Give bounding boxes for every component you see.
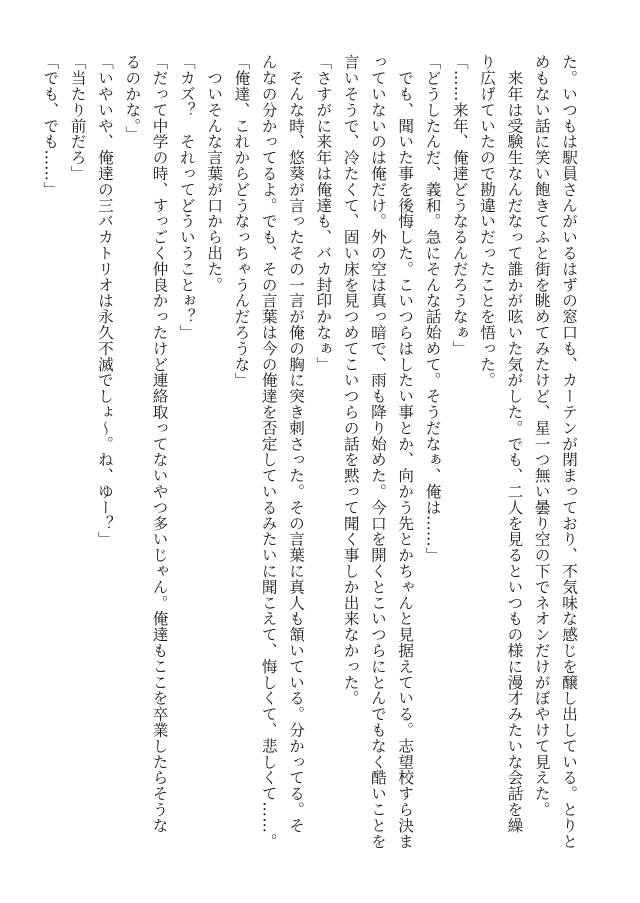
text-line: 「でも、でも……」 [41, 54, 60, 198]
text-line: り広げていたので勘違いだったことを悟った。 [478, 54, 497, 388]
text-line: めもない話に笑い飽きてふと街を眺めてみたけど、星一つ無い曇り空の下でネオンだけがぼやけて見えた。 [532, 54, 551, 818]
text-line: 「カズ？ それってどういうことぉ？」 [177, 54, 196, 341]
text-line: 「……来年、俺達どうなるんだろうなぁ」 [450, 54, 469, 357]
text-line: でも、聞いた事を後悔した。こいつらはしたい事とか、向かう先とかちゃんと見据えている。志望校すら決ま [396, 54, 415, 849]
text-line: 「当たり前だろ」 [68, 54, 87, 182]
text-line: 「いやいや、俺達の三バカトリオは永久不滅でしょ〜。ね、ゆー？」 [95, 54, 114, 547]
text-line: た。いつもは駅員さんがいるはずの窓口も、カーテンが閉まっており、不気味な感じを醸し出している。とりと [560, 54, 578, 849]
vertical-text-body [36, 54, 582, 854]
text-line: るのかな。」 [123, 54, 142, 142]
text-line: 「だって中学の時、すっごく仲良かったけど連絡取ってないやつ多いじゃん。俺達もここを卒業したらそうな [150, 54, 169, 834]
text-line: 来年は受験生なんだなって誰かが呟いた気がした。でも、二人を見るといつもの様に漫才みたいな会話を繰 [505, 54, 524, 834]
text-line: 言いそうで、冷たくて、固い床を見つめてこいつらの話を黙って聞く事しか出来なかった。 [341, 54, 360, 706]
text-line: ついそんな言葉が口から出た。 [205, 54, 224, 293]
text-line: 「俺達、これからどうなっちゃうんだろうな」 [232, 54, 251, 388]
text-line: そんな時、悠葵が言ったその一言が俺の胸に突き刺さった。その言葉に真人も頷いている。分かってる。そ [287, 54, 306, 834]
text-line: 「どうしたんだ、義和。急にそんな話始めて。そうだなぁ、俺は……」 [423, 54, 442, 563]
text-line: 「さすがに来年は俺達も、バカ封印かなぁ」 [314, 54, 333, 372]
text-line: んなの分かってるよ。でも、その言葉は今の俺達を否定しているみたいに聞こえて、悔しくて、悲しくて……。 [259, 54, 278, 849]
text-line: っていないのは俺だけ。外の空は真っ暗で、雨も降り始めた。今口を開くとこいつらにとんでもなく酷いことを [368, 54, 387, 849]
